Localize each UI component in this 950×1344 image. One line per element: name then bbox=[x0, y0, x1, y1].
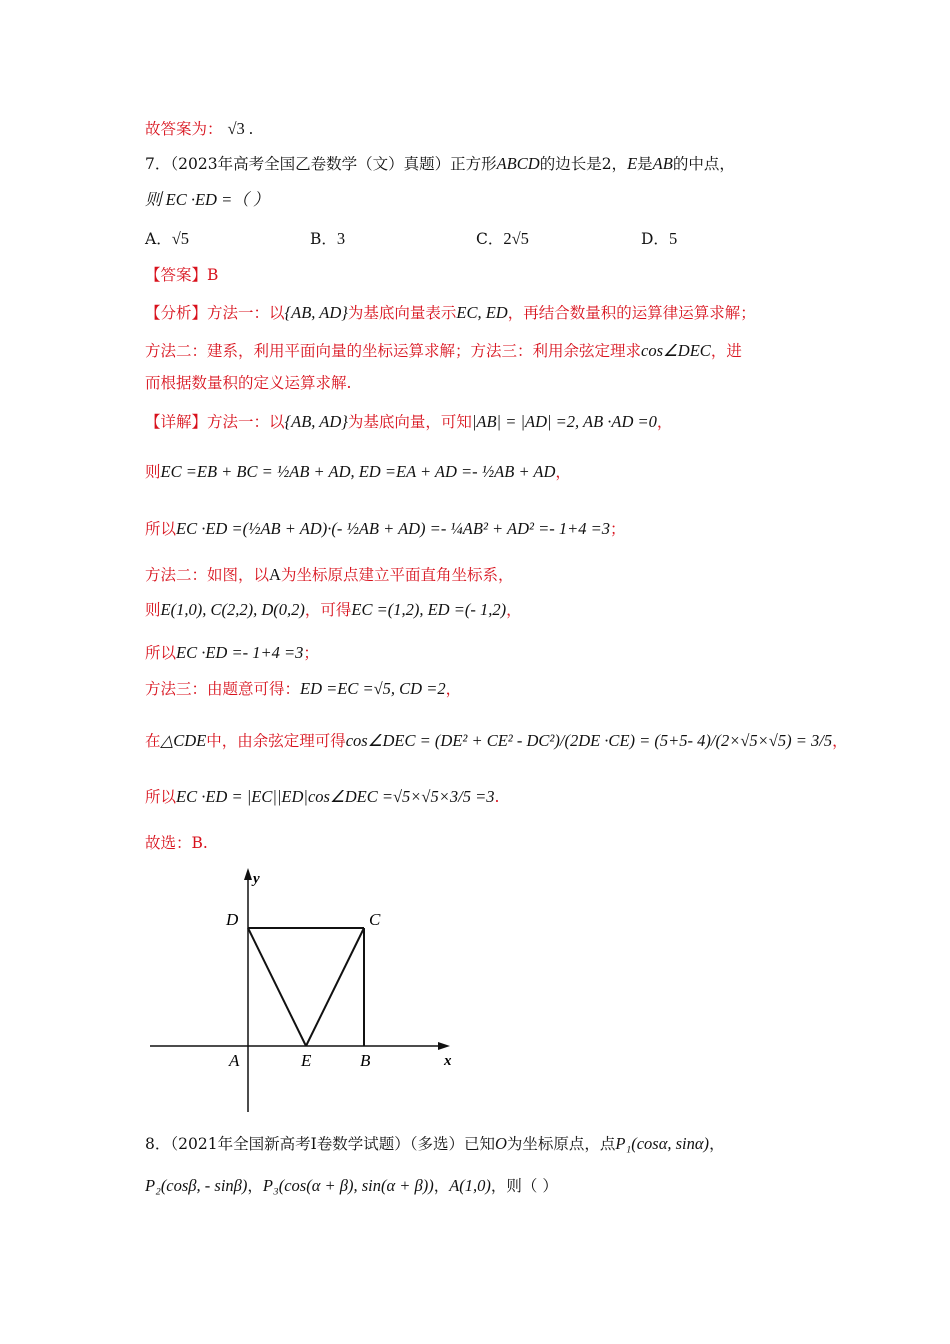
text: ， bbox=[832, 732, 848, 750]
method3-line2 bbox=[145, 730, 848, 752]
text: ， bbox=[555, 463, 571, 481]
text: 则 bbox=[145, 463, 161, 481]
q8-a-point: A(1,0) bbox=[449, 1176, 491, 1195]
option-value: 2√5 bbox=[503, 229, 529, 248]
option-d[interactable] bbox=[641, 228, 677, 250]
text: 所以 bbox=[145, 644, 177, 662]
segment-de bbox=[248, 928, 306, 1046]
math: EC ·ED =(½AB + AD)·(- ½AB + AD) =- ¼AB² + AD² =- 1+4 =3 bbox=[176, 519, 610, 538]
math: A bbox=[269, 565, 281, 584]
q8-number: 8． bbox=[145, 1135, 171, 1153]
detail-line1 bbox=[145, 411, 672, 433]
math: EC ·ED = |EC||ED|cos∠DEC =√5×√5×3/5 =3 bbox=[176, 787, 495, 806]
text: ， bbox=[433, 1177, 450, 1195]
math-cos: cos∠DEC bbox=[641, 341, 711, 360]
prev-answer-label: 故答案为： bbox=[145, 120, 223, 138]
math: {AB, AD} bbox=[284, 412, 348, 431]
label-x: x bbox=[444, 1053, 452, 1069]
label-a: A bbox=[229, 1051, 240, 1070]
label-b: B bbox=[360, 1051, 371, 1070]
coordinate-figure bbox=[140, 860, 470, 1120]
option-c[interactable] bbox=[476, 228, 529, 250]
text: 方法一：以 bbox=[207, 304, 285, 322]
q7-stem-line2 bbox=[145, 189, 269, 211]
q7-point: E bbox=[627, 154, 638, 173]
option-label: C． bbox=[476, 230, 504, 248]
option-label: D． bbox=[641, 230, 669, 248]
analysis-line3: 而根据数量积的定义运算求解. bbox=[145, 374, 352, 392]
q7-square: ABCD bbox=[496, 154, 540, 173]
math: EC =EB + BC = ½AB + AD, ED =EA + AD =- ½AB + AD bbox=[160, 462, 556, 481]
q7-stem-text: 的中点， bbox=[672, 155, 735, 173]
text: 在 bbox=[145, 732, 161, 750]
text: ； bbox=[609, 520, 626, 538]
method2-line2 bbox=[145, 599, 522, 621]
label-d: D bbox=[226, 910, 239, 929]
analysis-line2 bbox=[145, 340, 742, 362]
text: 为坐标原点建立平面直角坐标系， bbox=[280, 566, 514, 584]
analysis-tag: 【分析】 bbox=[145, 304, 208, 322]
text: 方法三：由题意可得： bbox=[145, 680, 301, 698]
option-value: 3 bbox=[336, 229, 346, 248]
text: ， bbox=[247, 1177, 263, 1195]
math: ED =EC =√5, CD =2 bbox=[300, 679, 446, 698]
text: 方法二：建系，利用平面向量的坐标运算求解；方法三：利用余弦定理求 bbox=[145, 342, 642, 360]
text: ， bbox=[445, 680, 462, 698]
q7-stem-text: 是 bbox=[637, 155, 653, 173]
answer-line: 【答案】B bbox=[145, 266, 219, 284]
text: ； bbox=[303, 644, 319, 662]
label-y: y bbox=[253, 871, 260, 887]
option-label: A． bbox=[145, 230, 172, 248]
text: ，再结合数量积的运算律运算求解； bbox=[507, 304, 756, 322]
q7-vector-expression: 则 EC ·ED =（ ） bbox=[145, 190, 270, 209]
prev-answer-value: √3 . bbox=[227, 119, 254, 138]
conclusion-line: 故选：B. bbox=[145, 834, 208, 852]
detail-line2 bbox=[145, 461, 571, 483]
text: 中，由余弦定理可得 bbox=[206, 732, 346, 750]
option-value: √5 bbox=[171, 229, 190, 248]
label-e: E bbox=[301, 1051, 312, 1070]
detail-line3 bbox=[145, 518, 625, 540]
q8-p2: P₂(cosβ, - sinβ) bbox=[145, 1176, 248, 1195]
q7-segment: AB bbox=[652, 154, 673, 173]
text: 为坐标原点，点 bbox=[506, 1135, 616, 1153]
text: ，可得 bbox=[304, 601, 352, 619]
text: ，进 bbox=[710, 342, 742, 360]
segment-ec bbox=[306, 928, 364, 1046]
q7-number: 7． bbox=[145, 155, 171, 173]
detail-tag: 【详解】 bbox=[145, 413, 208, 431]
text: 为基底向量表示 bbox=[347, 304, 457, 322]
q8-origin: O bbox=[494, 1134, 507, 1153]
q7-stem-line1 bbox=[145, 153, 735, 175]
text: 所以 bbox=[145, 788, 177, 806]
x-axis-arrow-icon bbox=[438, 1042, 450, 1050]
method3-line3 bbox=[145, 786, 499, 808]
q7-stem-text: 的边长是2， bbox=[539, 155, 628, 173]
label-c: C bbox=[369, 910, 381, 929]
text: 则 bbox=[145, 601, 161, 619]
math-basis: {AB, AD} bbox=[284, 303, 348, 322]
text: 为基底向量，可知 bbox=[347, 413, 472, 431]
q8-p1: P₁(cosα, sinα) bbox=[615, 1134, 710, 1153]
q8-stem-line1 bbox=[145, 1133, 725, 1155]
option-value: 5 bbox=[668, 229, 678, 248]
method3-line1 bbox=[145, 678, 461, 700]
prev-answer-line bbox=[145, 118, 253, 140]
math: △CDE bbox=[160, 731, 207, 750]
math: |AB| = |AD| =2, AB ·AD =0 bbox=[471, 412, 657, 431]
text: ， bbox=[656, 413, 673, 431]
method2-line1 bbox=[145, 564, 513, 586]
text: 方法二：如图，以 bbox=[145, 566, 270, 584]
q8-p3: P₃(cos(α + β), sin(α + β)) bbox=[262, 1176, 434, 1195]
option-a[interactable] bbox=[145, 228, 189, 250]
q7-source: （2023年高考全国乙卷数学（文）真题） bbox=[170, 155, 451, 173]
math: cos∠DEC = (DE² + CE² - DC²)/(2DE ·CE) = (5+5- 4)/(2×√5×√5) = 3/5 bbox=[345, 731, 833, 750]
q8-stem-line2 bbox=[145, 1175, 558, 1197]
math: EC ·ED =- 1+4 =3 bbox=[176, 643, 304, 662]
option-label: B． bbox=[310, 230, 337, 248]
q8-source: （2021年全国新高考Ⅰ卷数学试题） bbox=[170, 1135, 410, 1153]
math: E(1,0), C(2,2), D(0,2) bbox=[160, 600, 305, 619]
text: ，则（ ） bbox=[490, 1177, 558, 1195]
math-vectors: EC, ED bbox=[456, 303, 508, 322]
text: 方法一：以 bbox=[207, 413, 285, 431]
text: ， bbox=[506, 601, 522, 619]
text: ， bbox=[709, 1135, 725, 1153]
analysis-line1 bbox=[145, 302, 756, 324]
q8-tag: （多选） bbox=[409, 1135, 464, 1153]
method2-line3 bbox=[145, 642, 319, 664]
text: 已知 bbox=[463, 1135, 495, 1153]
text: 所以 bbox=[145, 520, 177, 538]
y-axis-arrow-icon bbox=[244, 868, 252, 880]
option-b[interactable] bbox=[310, 228, 345, 250]
math: EC =(1,2), ED =(- 1,2) bbox=[351, 600, 507, 619]
text: . bbox=[494, 788, 500, 806]
q7-stem-text: 正方形 bbox=[450, 155, 497, 173]
